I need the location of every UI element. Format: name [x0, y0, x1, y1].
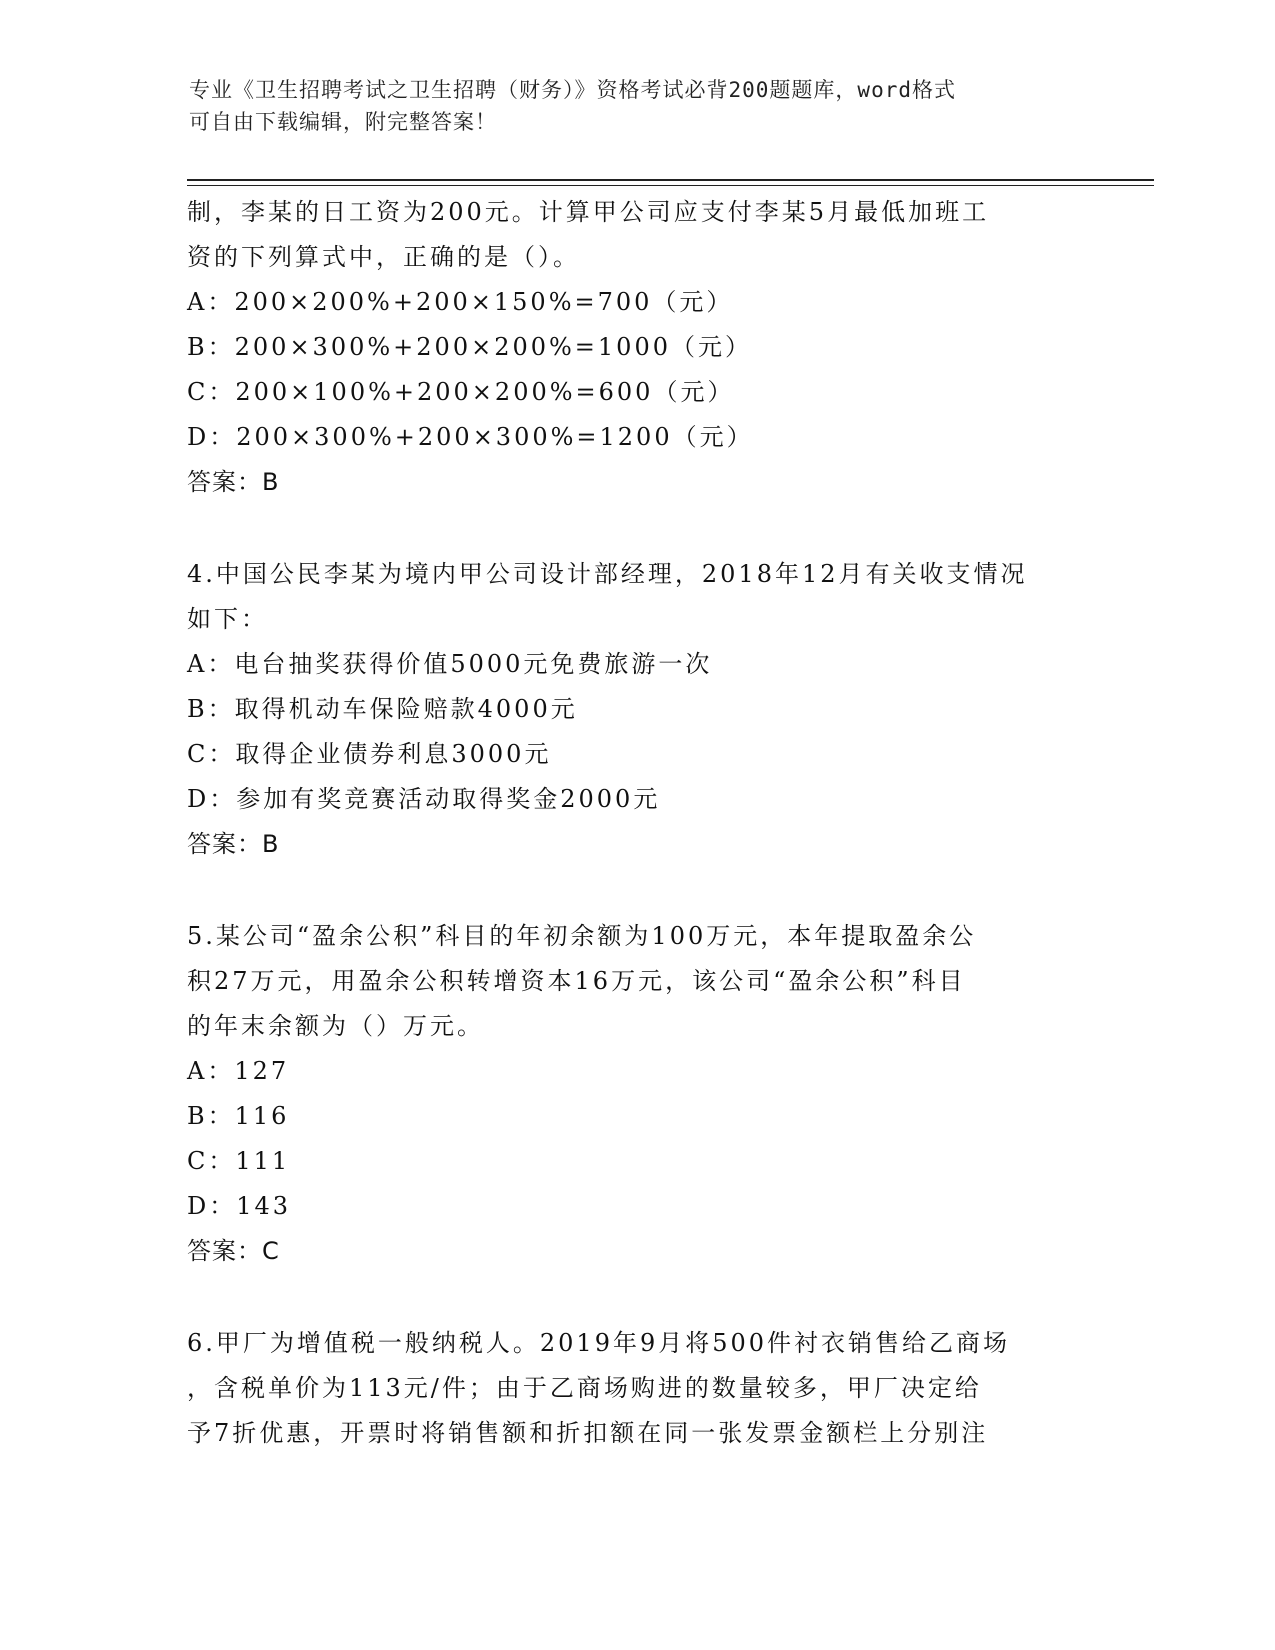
question-stem-line: 的年末余额为（）万元。: [187, 1012, 484, 1040]
option-c: C：200×100%+200×200%=600（元）: [187, 378, 735, 406]
question-4: [187, 552, 1087, 867]
header-line-2: 可自由下载编辑，附完整答案！: [189, 110, 497, 134]
question-stem-line: 6.甲厂为增值税一般纳税人。2019年9月将500件衬衣销售给乙商场: [187, 1329, 1011, 1357]
document-header: [189, 74, 1069, 138]
question-stem-line: ，含税单价为113元/件；由于乙商场购进的数量较多，甲厂决定给: [187, 1374, 982, 1402]
option-d: D：143: [187, 1192, 292, 1220]
option-b: B：取得机动车保险赔款4000元: [187, 695, 578, 723]
option-a: A：电台抽奖获得价值5000元免费旅游一次: [187, 650, 713, 678]
question-stem-line: 资的下列算式中，正确的是（）。: [187, 243, 580, 271]
question-stem-line: 制，李某的日工资为200元。计算甲公司应支付李某5月最低加班工: [187, 198, 990, 226]
question-stem-line: 4.中国公民李某为境内甲公司设计部经理，2018年12月有关收支情况: [187, 560, 1028, 588]
question-stem-line: 5.某公司“盈余公积”科目的年初余额为100万元，本年提取盈余公: [187, 922, 977, 950]
option-d: D：参加有奖竞赛活动取得奖金2000元: [187, 785, 661, 813]
question-stem-line: 积27万元，用盈余公积转增资本16万元，该公司“盈余公积”科目: [187, 967, 966, 995]
option-b: B：116: [187, 1102, 290, 1130]
question-3: [187, 190, 1087, 505]
option-a: A：127: [187, 1057, 290, 1085]
option-d: D：200×300%+200×300%=1200（元）: [187, 423, 754, 451]
answer-line: 答案：B: [187, 468, 280, 496]
question-6: [187, 1321, 1087, 1456]
header-rule-thick: [187, 179, 1154, 181]
option-b: B：200×300%+200×200%=1000（元）: [187, 333, 752, 361]
answer-line: 答案：B: [187, 830, 280, 858]
document-body: [187, 190, 1087, 1456]
option-c: C：111: [187, 1147, 291, 1175]
header-rule-thin: [187, 185, 1154, 186]
option-a: A：200×200%+200×150%=700（元）: [187, 288, 734, 316]
question-5: [187, 914, 1087, 1274]
header-line-1: 专业《卫生招聘考试之卫生招聘（财务）》资格考试必背200题题库，word格式: [189, 78, 956, 102]
option-c: C：取得企业债券利息3000元: [187, 740, 552, 768]
question-stem-line: 予7折优惠，开票时将销售额和折扣额在同一张发票金额栏上分别注: [187, 1419, 989, 1447]
answer-line: 答案：C: [187, 1237, 280, 1265]
question-stem-line: 如下：: [187, 605, 268, 633]
